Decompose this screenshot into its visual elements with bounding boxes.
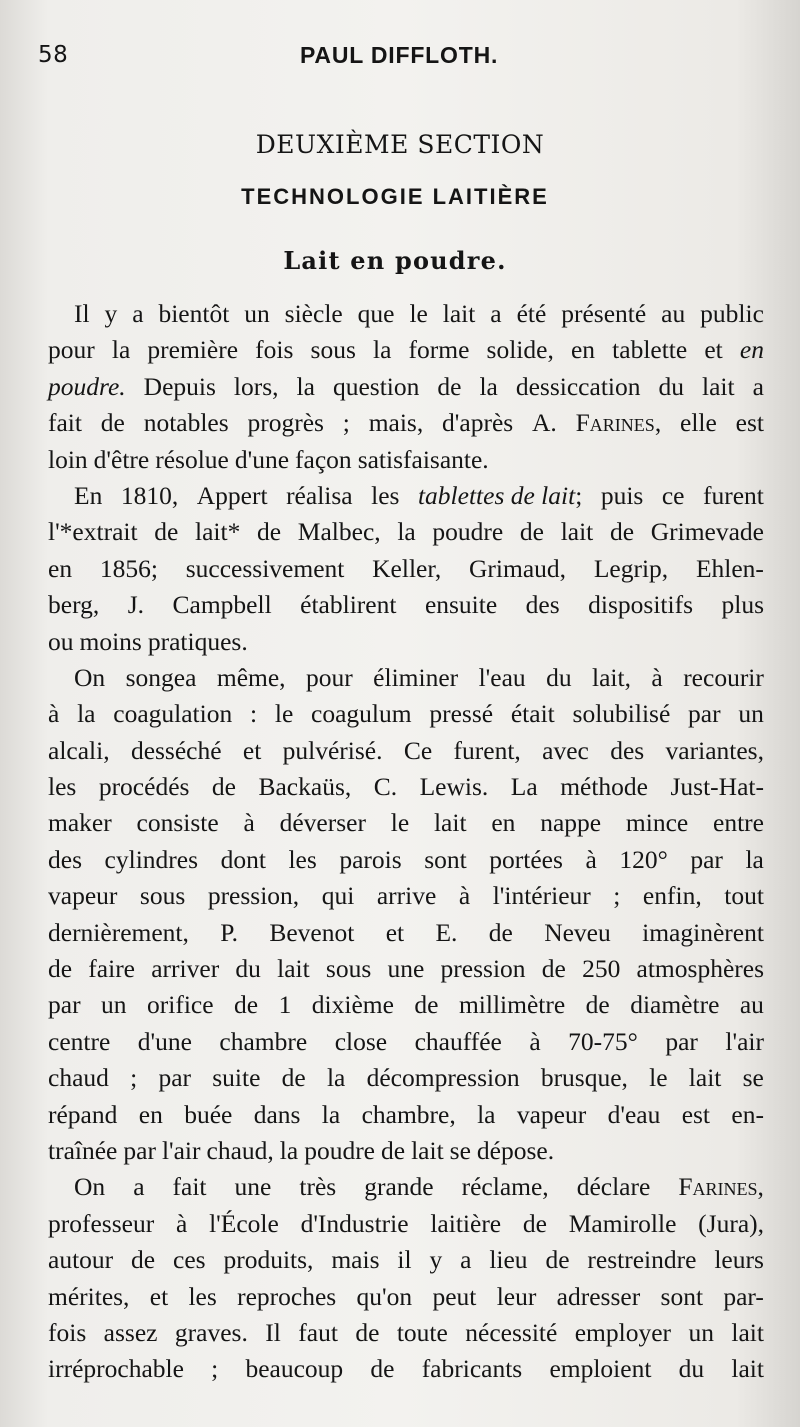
text-line: poudre. Depuis lors, la question de la dessiccation du lait a	[48, 371, 764, 401]
text-line: en 1856; successivement Keller, Grimaud, Legrip, Ehlen-	[48, 553, 764, 583]
text-line: répand en buée dans la chambre, la vapeur d'eau est en-	[48, 1099, 764, 1129]
section-title: DEUXIÈME SECTION	[255, 130, 545, 159]
text-line: irréprochable ; beaucoup de fabricants emploient du lait	[48, 1354, 764, 1384]
text-line: pour la première fois sous la forme solide, en tablette et en	[48, 335, 764, 365]
article-title: Lait en poudre.	[283, 246, 507, 275]
text-line: dernièrement, P. Bevenot et E. de Neveu imaginèrent	[48, 917, 764, 947]
text-line: loin d'être résolue d'une façon satisfaisante.	[48, 444, 489, 474]
text-line: berg, J. Campbell établirent ensuite des dispositifs plus	[48, 590, 764, 620]
text-line: En 1810, Appert réalisa les tablettes de lait; puis ce furent	[74, 480, 764, 510]
text-line: On a fait une très grande réclame, déclare Farines,	[74, 1172, 764, 1202]
paragraph	[48, 296, 764, 478]
paragraph	[48, 478, 764, 660]
section-subtitle: TECHNOLOGIE LAITIÈRE	[241, 184, 549, 209]
text-line: les procédés de Backaüs, C. Lewis. La méthode Just-Hat-	[48, 772, 764, 802]
text-line: maker consiste à déverser le lait en nappe mince entre	[48, 808, 764, 838]
text-line: l'*extrait de lait* de Malbec, la poudre de lait de Grimevade	[48, 517, 764, 547]
text-line: professeur à l'École d'Industrie laitière de Mamirolle (Jura),	[48, 1208, 764, 1238]
text-line: traînée par l'air chaud, la poudre de lait se dépose.	[48, 1135, 555, 1165]
paragraph	[48, 660, 764, 1169]
text-line: chaud ; par suite de la décompression brusque, le lait se	[48, 1063, 764, 1093]
text-line: On songea même, pour éliminer l'eau du lait, à recourir	[74, 662, 764, 692]
text-line: fois assez graves. Il faut de toute nécessité employer un lait	[48, 1317, 764, 1347]
text-line: de faire arriver du lait sous une pression de 250 atmosphères	[48, 954, 764, 984]
text-line: mérites, et les reproches qu'on peut leur adresser sont par-	[48, 1281, 764, 1311]
text-line: Il y a bientôt un siècle que le lait a été présenté au public	[74, 299, 764, 328]
text-line: à la coagulation : le coagulum pressé était solubilisé par un	[48, 699, 764, 729]
text-line: vapeur sous pression, qui arrive à l'intérieur ; enfin, tout	[48, 881, 764, 911]
text-line: alcali, desséché et pulvérisé. Ce furent, avec des variantes,	[48, 735, 764, 765]
text-line: par un orifice de 1 dixième de millimètre de diamètre au	[48, 990, 764, 1020]
page-number: 58	[38, 42, 69, 68]
text-line: des cylindres dont les parois sont portées à 120° par la	[48, 844, 764, 874]
running-head: PAUL DIFFLOTH.	[300, 42, 499, 68]
text-line: ou moins pratiques.	[48, 626, 248, 656]
paragraph	[48, 1169, 764, 1387]
page-header	[38, 42, 770, 78]
text-line: autour de ces produits, mais il y a lieu de restreindre leurs	[48, 1245, 764, 1275]
body-text	[48, 296, 764, 1388]
text-line: fait de notables progrès ; mais, d'après A. Farines, elle est	[48, 408, 764, 438]
text-line: centre d'une chambre close chauffée à 70-75° par l'air	[48, 1026, 764, 1056]
